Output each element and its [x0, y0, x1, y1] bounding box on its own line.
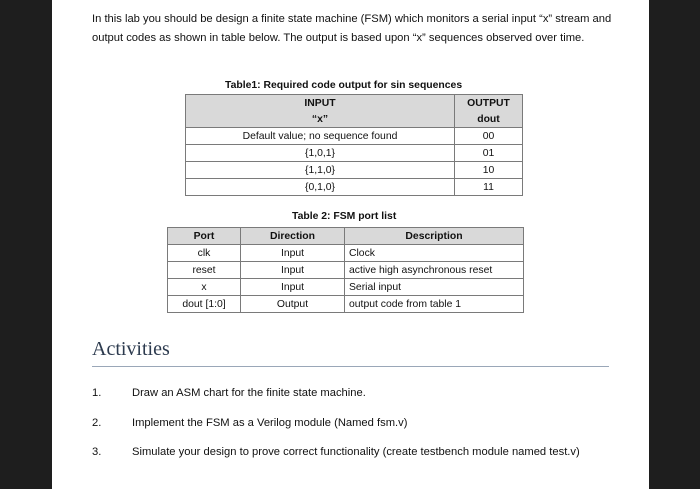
- table1-cell: Default value; no sequence found: [186, 128, 455, 145]
- activity-number: 3.: [92, 446, 102, 458]
- heading-divider: [92, 366, 609, 367]
- table1-header-output: OUTPUT: [455, 95, 523, 112]
- activity-text: Simulate your design to prove correct functionality (create testbench module named test.v): [132, 446, 580, 458]
- document-page: [52, 0, 649, 489]
- activity-text: Implement the FSM as a Verilog module (Named fsm.v): [132, 417, 408, 429]
- table1-cell: {0,1,0}: [186, 179, 455, 196]
- port-list-table: [167, 227, 524, 313]
- activities-heading: Activities: [92, 338, 170, 360]
- code-output-table: [185, 94, 523, 196]
- table2-header-port: Port: [168, 228, 241, 245]
- table2-cell: Input: [241, 262, 345, 279]
- table2-cell: Serial input: [345, 279, 524, 296]
- table2-cell: reset: [168, 262, 241, 279]
- table1-cell: 11: [455, 179, 523, 196]
- table1-header-x: “x”: [186, 111, 455, 128]
- activity-number: 1.: [92, 387, 102, 399]
- table1-cell: 01: [455, 145, 523, 162]
- table1-header-input: INPUT: [186, 95, 455, 112]
- table1-header-dout: dout: [455, 111, 523, 128]
- table2-cell: Output: [241, 296, 345, 313]
- table1-cell: {1,1,0}: [186, 162, 455, 179]
- table2-cell: output code from table 1: [345, 296, 524, 313]
- table1-cell: 10: [455, 162, 523, 179]
- intro-paragraph: In this lab you should be design a finite state machine (FSM) which monitors a serial input “x” stream and output codes as shown in table below. The output is based upon “x” sequences observed over time.: [92, 13, 612, 44]
- table2-caption: Table 2: FSM port list: [292, 211, 397, 222]
- table1-cell: 00: [455, 128, 523, 145]
- activity-text: Draw an ASM chart for the finite state machine.: [132, 387, 366, 399]
- table1-caption: Table1: Required code output for sin sequences: [225, 80, 463, 91]
- table2-cell: Clock: [345, 245, 524, 262]
- table2-cell: Input: [241, 279, 345, 296]
- table2-header-description: Description: [345, 228, 524, 245]
- table2-cell: dout [1:0]: [168, 296, 241, 313]
- table2-cell: Input: [241, 245, 345, 262]
- table2-header-direction: Direction: [241, 228, 345, 245]
- activity-number: 2.: [92, 417, 102, 429]
- table1-cell: {1,0,1}: [186, 145, 455, 162]
- table2-cell: x: [168, 279, 241, 296]
- table2-cell: active high asynchronous reset: [345, 262, 524, 279]
- table2-cell: clk: [168, 245, 241, 262]
